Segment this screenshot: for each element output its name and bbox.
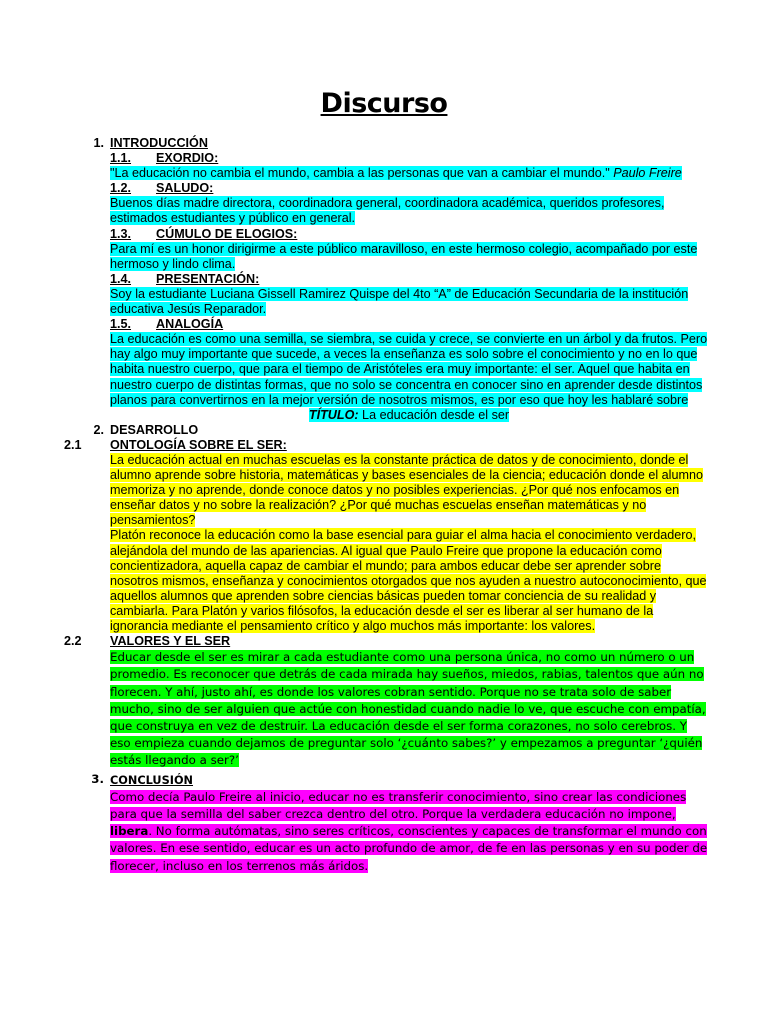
exordio-text: "La educación no cambia el mundo, cambia a las personas que van a cambiar el mundo." Paulo Freire: [110, 166, 682, 181]
section-conclusion: [82, 772, 708, 875]
subsection-heading: VALORES Y EL SER: [110, 634, 231, 649]
quote-author: Paulo Freire: [613, 166, 682, 181]
titulo-line: [110, 408, 708, 423]
saludo-text: Buenos días madre directora, coordinadora general, coordinadora académica, queridos profesores, estimados estudiantes y público en general.: [110, 196, 665, 226]
subsection-ontologia: [64, 437, 708, 634]
titulo-label: TÍTULO:: [308, 407, 359, 422]
emphasis-libera: libera: [110, 824, 149, 839]
subsection-number: 2.1: [64, 437, 82, 452]
subsection-saludo: 1.2. SALUDO:: [110, 181, 214, 196]
section-heading: CONCLUSIÓN: [110, 773, 194, 787]
subsection-heading: ONTOLOGÍA SOBRE EL SER:: [110, 437, 287, 452]
subsection-elogios: 1.3. CÚMULO DE ELOGIOS:: [110, 226, 298, 241]
section-desarrollo: [82, 423, 708, 438]
titulo-text: La educación desde el ser: [358, 407, 510, 422]
presentacion-text: Soy la estudiante Luciana Gissell Ramirez Quispe del 4to “A” de Educación Secundaria de la institución educativa Jesús Reparador.: [110, 286, 689, 317]
ontologia-paragraph-1: La educación actual en muchas escuelas es la constante práctica de datos y de conocimiento, donde el alumno aprende sobre historia, matemáticas y bases esenciales de la ciencia; educación donde el alumno memoriza y no aprende, donde conoce datos y no posibles experiencias. ¿Por qué nos enfocamos en enseñar datos y no sobre la realización? ¿Por qué muchas escuelas enseñan matemáticas y no pensamientos?: [110, 452, 703, 528]
subsection-analogia: 1.5. ANALOGÍA: [110, 317, 224, 332]
valores-text: Educar desde el ser es mirar a cada estudiante como una persona única, no como un número o un promedio. Es reconocer que detrás de cada mirada hay sueños, miedos, rabias, talentos que aún no florecen. Y ahí, justo ahí, es donde los valores cobran sentido. Porque no se trata solo de saber mucho, sino de ser alguien que actúe con honestidad cuando nadie lo ve, que escuche con empatía, que construya en vez de destruir. La educación desde el ser forma corazones, no solo cerebros. Y eso empieza cuando dejamos de preguntar solo ‘¿cuánto sabes?’ y empezamos a preguntar ‘¿quién estás llegando a ser?’: [110, 650, 706, 768]
analogia-text: La educación es como una semilla, se siembra, se cuida y crece, se convierte en un árbol y da frutos. Pero hay algo muy importante que sucede, a veces la enseñanza es solo sobre el conocimiento y no en lo que habita nuestro cuerpo, que para el tiempo de Aristóteles era muy importante: el ser. Aquel que habita en nuestro cuerpo de distintas formas, que no solo se concentra en conocer sino en aprender desde distintos planos para convertirnos en la mejor versión de nosotros mismos, es por eso que hoy les hablaré sobre: [110, 332, 708, 407]
document-title: Discurso: [320, 88, 448, 119]
conclusion-text: Como decía Paulo Freire al inicio, educar no es transferir conocimiento, sino crear las condiciones para que la semilla del saber crezca dentro del otro. Porque la verdadera educación no impone, libera. No forma autómatas, sino seres críticos, conscientes y capaces de transformar el mundo con valores. En ese sentido, educar es un acto profundo de amor, de fe en las personas y en su poder de florecer, incluso en los terrenos más áridos.: [110, 789, 708, 873]
subsection-presentacion: 1.4. PRESENTACIÓN:: [110, 271, 260, 286]
document-body: [64, 136, 708, 875]
ontologia-paragraph-2: Platón reconoce la educación como la base esencial para guiar el alma hacia el conocimiento verdadero, alejándola del mundo de las apariencias. Al igual que Paulo Freire que propone la educación como concientizadora, aquella capaz de cambiar el mundo; para ambos educar debe ser aprender sobre nosotros mismos, enseñanza y conocimientos otorgados que nos ayuden a nuestro autoconocimiento, que aquellos alumnos que aprenden sobre ciencias básicas pueden tomar conciencia de su realidad y cambiarla. Para Platón y varios filósofos, la educación desde el ser es liberar al ser humano de la ignorancia mediante el pensamiento crítico y algo muchos más importante: los valores.: [110, 528, 707, 633]
section-number: 1.: [93, 136, 104, 150]
section-number: 2.: [93, 422, 104, 437]
section-heading: INTRODUCCIÓN: [110, 136, 208, 150]
section-number: 3.: [91, 771, 104, 786]
subsection-number: 2.2: [64, 634, 82, 649]
section-heading: DESARROLLO: [110, 422, 199, 437]
subsection-exordio: 1.1. EXORDIO:: [110, 151, 219, 166]
elogios-text: Para mí es un honor dirigirme a este público maravilloso, en este hermoso colegio, acompañado por este hermoso y lindo clima.: [110, 241, 698, 271]
subsection-valores: [64, 634, 708, 770]
section-introduccion: [82, 136, 708, 423]
